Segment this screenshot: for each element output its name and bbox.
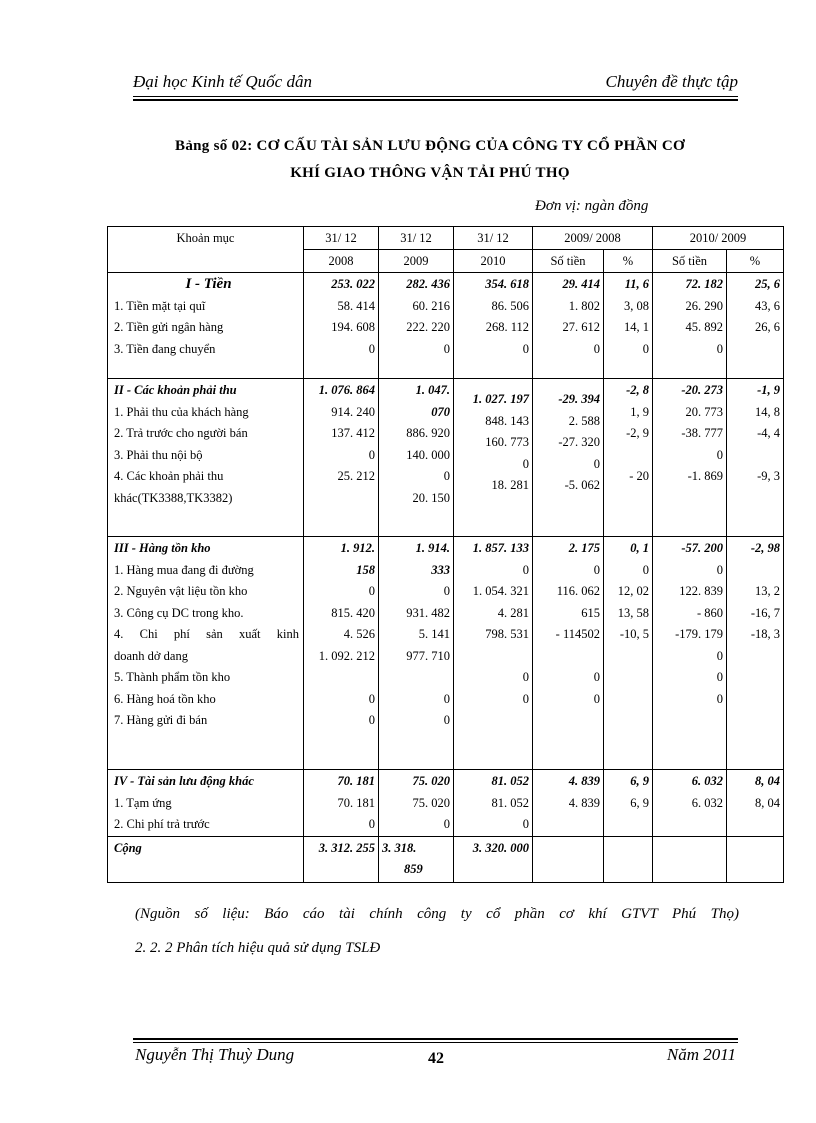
cell-value: -4, 4 bbox=[757, 426, 780, 440]
cell-value: 122. 839 bbox=[679, 584, 723, 598]
col-header-2008-date: 31/ 12 bbox=[304, 227, 379, 250]
total-pct-1 bbox=[604, 836, 653, 882]
item-label: 6. Hàng hoá tồn kho bbox=[114, 691, 216, 706]
cell-value: -10, 5 bbox=[619, 627, 649, 641]
cell-value: 0 bbox=[443, 691, 450, 706]
cell-value: 8, 04 bbox=[755, 774, 780, 788]
cell-value: 6, 9 bbox=[630, 774, 649, 788]
cell-value: -1. 869 bbox=[687, 469, 723, 483]
cash-diff-2 bbox=[653, 273, 727, 379]
cell-value: 12, 02 bbox=[617, 584, 649, 598]
cell-value: 222. 220 bbox=[406, 320, 450, 334]
cell-value bbox=[307, 667, 375, 689]
inventory-diff-1 bbox=[533, 537, 604, 770]
inventory-pct-2 bbox=[727, 537, 784, 770]
cell-value: 2. 175 bbox=[568, 541, 600, 555]
cash-2008 bbox=[304, 273, 379, 379]
receivables-items bbox=[108, 379, 304, 537]
cell-value: - 860 bbox=[696, 605, 723, 620]
item-label: khác(TK3388,TK3382) bbox=[114, 490, 233, 505]
cell-value: 0 bbox=[522, 341, 529, 356]
cell-value: 70. 181 bbox=[337, 774, 375, 788]
cash-2010 bbox=[454, 273, 533, 379]
cell-value: 333 bbox=[431, 562, 450, 577]
page-header bbox=[133, 72, 738, 96]
other-pct-2 bbox=[727, 770, 784, 837]
cell-value: 160. 773 bbox=[485, 435, 529, 449]
item-label: 4. Chi phí sản xuất kinh bbox=[114, 627, 299, 641]
cell-value: 58. 414 bbox=[337, 298, 375, 313]
col-header-amount-1: Số tiền bbox=[533, 250, 604, 273]
cell-value: 26. 290 bbox=[685, 298, 723, 313]
cell-value: 14, 1 bbox=[624, 320, 649, 334]
cell-value: 81. 052 bbox=[491, 774, 529, 788]
cell-value: 0 bbox=[522, 456, 529, 471]
receivables-diff-1 bbox=[533, 379, 604, 537]
inventory-items bbox=[108, 537, 304, 770]
cell-value: 798. 531 bbox=[485, 627, 529, 641]
total-pct-2 bbox=[727, 836, 784, 882]
item-label: 4. Các khoản phải thu bbox=[114, 469, 224, 483]
cash-pct-2 bbox=[727, 273, 784, 379]
cell-value: 1. 047. bbox=[415, 383, 450, 397]
cell-value: 140. 000 bbox=[406, 447, 450, 462]
cell-value: 43, 6 bbox=[755, 298, 780, 313]
cell-value: 0 bbox=[593, 341, 600, 356]
cell-value: 1. 054. 321 bbox=[472, 584, 529, 598]
cell-value: 1. 914. bbox=[415, 541, 450, 555]
cell-value: 3. 318. bbox=[382, 840, 417, 855]
col-header-2009-vs-2008: 2009/ 2008 bbox=[533, 227, 653, 250]
item-label: 2. Chi phí trả trước bbox=[114, 817, 210, 831]
cell-value: -18, 3 bbox=[750, 627, 780, 641]
item-label: 1. Tạm ứng bbox=[114, 795, 172, 810]
cell-value: 0 bbox=[443, 469, 450, 483]
cell-value: 29. 414 bbox=[562, 277, 600, 291]
total-2009 bbox=[379, 836, 454, 882]
page-number: 42 bbox=[428, 1050, 444, 1067]
section-receivables bbox=[108, 379, 784, 537]
cell-value: -29. 394 bbox=[558, 392, 600, 406]
total-2008 bbox=[304, 836, 379, 882]
cell-value: 20. 773 bbox=[685, 404, 723, 419]
col-header-pct-1: % bbox=[604, 250, 653, 273]
cell-value: 6. 032 bbox=[691, 795, 723, 810]
col-header-2009-date: 31/ 12 bbox=[379, 227, 454, 250]
cell-value: 0 bbox=[443, 713, 450, 727]
col-header-pct-2: % bbox=[727, 250, 784, 273]
footer-rule bbox=[133, 1042, 738, 1043]
cell-value: -9, 3 bbox=[757, 469, 780, 483]
other-2008 bbox=[304, 770, 379, 837]
cell-value: 0 bbox=[593, 670, 600, 684]
cell-value: 26, 6 bbox=[755, 320, 780, 334]
receivables-2010 bbox=[454, 379, 533, 537]
item-label: 1. Hàng mua đang đi đường bbox=[114, 562, 254, 577]
total-2010 bbox=[454, 836, 533, 882]
header-row-1 bbox=[108, 227, 784, 250]
cell-value: -57. 200 bbox=[681, 541, 723, 555]
total-label-cell bbox=[108, 836, 304, 882]
total-diff-2 bbox=[653, 836, 727, 882]
cash-pct-1 bbox=[604, 273, 653, 379]
cell-value: 1. 092. 212 bbox=[318, 648, 375, 663]
header-university: Đại học Kinh tế Quốc dân bbox=[133, 72, 312, 91]
other-pct-1 bbox=[604, 770, 653, 837]
cell-value: - 114502 bbox=[555, 627, 600, 641]
cell-value: 72. 182 bbox=[685, 277, 723, 291]
cell-value: 253. 022 bbox=[331, 277, 375, 291]
cell-value: -5. 062 bbox=[564, 478, 600, 492]
cell-value: 282. 436 bbox=[406, 277, 450, 291]
cell-value: 1. 027. 197 bbox=[472, 392, 529, 406]
cell-value: 0 bbox=[368, 817, 375, 831]
item-label: doanh dở dang bbox=[114, 648, 188, 663]
cell-value: 0 bbox=[593, 456, 600, 471]
other-diff-1 bbox=[533, 770, 604, 837]
inventory-2008 bbox=[304, 537, 379, 770]
cell-value: 0 bbox=[443, 584, 450, 598]
cell-value: 6, 9 bbox=[630, 795, 649, 810]
item-label: 1. Phải thu của khách hàng bbox=[114, 404, 249, 419]
section-inventory bbox=[108, 537, 784, 770]
cell-value: 815. 420 bbox=[331, 605, 375, 620]
col-header-2010-date: 31/ 12 bbox=[454, 227, 533, 250]
cell-value: 0 bbox=[368, 691, 375, 706]
cell-value: 0 bbox=[368, 341, 375, 356]
cell-value bbox=[607, 445, 649, 467]
cell-value: 0 bbox=[716, 670, 723, 684]
total-row bbox=[108, 836, 784, 882]
item-label: 7. Hàng gửi đi bán bbox=[114, 713, 208, 727]
cash-diff-1 bbox=[533, 273, 604, 379]
cell-value: 886. 920 bbox=[406, 426, 450, 440]
cell-value: 5. 141 bbox=[418, 627, 450, 641]
footer-rule-thick bbox=[133, 1038, 738, 1040]
cell-value: 75. 020 bbox=[412, 774, 450, 788]
cell-value: 1. 857. 133 bbox=[472, 541, 529, 555]
section-title: III - Hàng tồn kho bbox=[114, 541, 211, 555]
cell-value: 70. 181 bbox=[337, 795, 375, 810]
cell-value: 0 bbox=[593, 562, 600, 577]
inventory-2009 bbox=[379, 537, 454, 770]
section-other-current-assets bbox=[108, 770, 784, 837]
cell-value: 0 bbox=[522, 817, 529, 831]
item-label: 2. Trả trước cho người bán bbox=[114, 426, 248, 440]
footer-year: Năm 2011 bbox=[666, 1045, 736, 1064]
cell-value: 0 bbox=[593, 691, 600, 706]
cell-value: 914. 240 bbox=[331, 404, 375, 419]
item-label: 3. Tiền đang chuyển bbox=[114, 341, 216, 356]
cell-value bbox=[730, 445, 780, 467]
cell-value bbox=[457, 646, 529, 668]
cell-value: 81. 052 bbox=[491, 795, 529, 810]
col-header-amount-2: Số tiền bbox=[653, 250, 727, 273]
other-2009 bbox=[379, 770, 454, 837]
table-title-line-1: Bảng số 02: CƠ CẤU TÀI SẢN LƯU ĐỘNG CỦA CÔNG TY CỔ PHẦN CƠ bbox=[175, 138, 685, 154]
cell-value: 0 bbox=[368, 447, 375, 462]
cash-2009 bbox=[379, 273, 454, 379]
source-note: (Nguồn số liệu: Báo cáo tài chính công ty cổ phần cơ khí GTVT Phú Thọ) bbox=[135, 906, 739, 922]
cell-value: 6. 032 bbox=[691, 774, 723, 788]
asset-structure-table bbox=[107, 226, 784, 883]
cell-value: 268. 112 bbox=[485, 320, 529, 334]
subheading: 2. 2. 2 Phân tích hiệu quả sử dụng TSLĐ bbox=[135, 940, 381, 956]
cell-value bbox=[730, 339, 780, 361]
cell-value: 1. 802 bbox=[568, 298, 600, 313]
receivables-diff-2 bbox=[653, 379, 727, 537]
cell-value: 86. 506 bbox=[491, 298, 529, 313]
cell-value: -2, 8 bbox=[626, 383, 649, 397]
col-header-2008-year: 2008 bbox=[304, 250, 379, 273]
item-label: 2. Nguyên vật liệu tồn kho bbox=[114, 584, 248, 598]
cell-value: 0 bbox=[368, 584, 375, 598]
header-rule-thick bbox=[133, 99, 738, 101]
total-label: Cộng bbox=[114, 840, 142, 855]
receivables-pct-2 bbox=[727, 379, 784, 537]
cell-value bbox=[382, 667, 450, 689]
cell-value: 0 bbox=[716, 341, 723, 356]
cell-value: -27. 320 bbox=[558, 435, 600, 449]
cell-value: 18. 281 bbox=[491, 478, 529, 492]
cell-value: 13, 2 bbox=[755, 584, 780, 598]
cell-value: 3. 320. 000 bbox=[472, 840, 529, 855]
col-header-2010-vs-2009: 2010/ 2009 bbox=[653, 227, 784, 250]
table-title-line-2: KHÍ GIAO THÔNG VẬN TẢI PHÚ THỌ bbox=[290, 165, 570, 181]
cell-value: 25. 212 bbox=[337, 469, 375, 483]
cell-value: 13, 58 bbox=[617, 605, 649, 620]
cell-value: 848. 143 bbox=[485, 413, 529, 428]
cell-value: 4. 526 bbox=[343, 627, 375, 641]
item-label: 3. Công cụ DC trong kho. bbox=[114, 605, 244, 620]
cell-value: 45. 892 bbox=[685, 320, 723, 334]
section-title: IV - Tài sản lưu động khác bbox=[114, 774, 254, 788]
cell-value: 14, 8 bbox=[755, 404, 780, 419]
item-label: 2. Tiền gửi ngân hàng bbox=[114, 320, 224, 334]
inventory-diff-2 bbox=[653, 537, 727, 770]
cell-value: -16, 7 bbox=[750, 605, 780, 620]
cell-value: 859 bbox=[404, 862, 423, 876]
cell-value: 60. 216 bbox=[412, 298, 450, 313]
cell-value: 1. 912. bbox=[340, 541, 375, 555]
footer-author: Nguyễn Thị Thuỳ Dung bbox=[135, 1045, 295, 1064]
cell-value: 8, 04 bbox=[755, 795, 780, 810]
col-header-khoan-muc: Khoản mục bbox=[108, 227, 304, 273]
cell-value: 27. 612 bbox=[562, 320, 600, 334]
item-label: 3. Phải thu nội bộ bbox=[114, 447, 203, 462]
item-label: 5. Thành phẩm tồn kho bbox=[114, 670, 231, 684]
cell-value: 137. 412 bbox=[331, 426, 375, 440]
cell-value: -2, 9 bbox=[626, 426, 649, 440]
cell-value: 116. 062 bbox=[556, 584, 600, 598]
cell-value bbox=[730, 560, 780, 582]
col-header-2010-year: 2010 bbox=[454, 250, 533, 273]
cell-value: 0 bbox=[716, 447, 723, 462]
cell-value: 977. 710 bbox=[406, 648, 450, 663]
cell-value: 0 bbox=[642, 562, 649, 577]
cell-value: 0 bbox=[522, 691, 529, 706]
section-title: II - Các khoản phải thu bbox=[114, 383, 237, 397]
cell-value: 75. 020 bbox=[412, 795, 450, 810]
cell-value: 0 bbox=[522, 670, 529, 684]
cell-value: 1, 9 bbox=[630, 404, 649, 419]
header-doc-type: Chuyên đề thực tập bbox=[605, 72, 738, 91]
cell-value: 070 bbox=[431, 404, 450, 419]
cell-value: 1. 076. 864 bbox=[318, 383, 375, 397]
cell-value: 3. 312. 255 bbox=[318, 840, 375, 855]
cell-value: 354. 618 bbox=[485, 277, 529, 291]
total-diff-1 bbox=[533, 836, 604, 882]
receivables-2008 bbox=[304, 379, 379, 537]
cell-value: 2. 588 bbox=[568, 413, 600, 428]
cell-value: - 20 bbox=[629, 469, 649, 483]
col-header-2009-year: 2009 bbox=[379, 250, 454, 273]
cell-value: 158 bbox=[356, 562, 375, 577]
receivables-2009 bbox=[379, 379, 454, 537]
section-title: I - Tiền bbox=[185, 276, 232, 292]
cell-value: 0 bbox=[716, 562, 723, 577]
inventory-2010 bbox=[454, 537, 533, 770]
cell-value: 0 bbox=[642, 341, 649, 356]
cell-value: 0 bbox=[716, 691, 723, 706]
cell-value: 20. 150 bbox=[412, 490, 450, 505]
cell-value: 615 bbox=[581, 605, 600, 620]
cell-value: -2, 98 bbox=[750, 541, 780, 555]
cell-value: 0 bbox=[716, 648, 723, 663]
section-cash bbox=[108, 273, 784, 379]
cell-value: 0 bbox=[443, 341, 450, 356]
cell-value: 25, 6 bbox=[755, 277, 780, 291]
cell-value: -38. 777 bbox=[681, 426, 723, 440]
cell-value: -179. 179 bbox=[675, 627, 723, 641]
cell-value: 4. 281 bbox=[497, 605, 529, 620]
cell-value: 931. 482 bbox=[406, 605, 450, 620]
cell-value: 194. 608 bbox=[331, 320, 375, 334]
cell-value: 3, 08 bbox=[624, 298, 649, 313]
cell-value: 0 bbox=[522, 562, 529, 577]
cash-items bbox=[108, 273, 304, 379]
cell-value: -1, 9 bbox=[757, 383, 780, 397]
other-diff-2 bbox=[653, 770, 727, 837]
cell-value: 0 bbox=[443, 817, 450, 831]
other-2010 bbox=[454, 770, 533, 837]
cell-value bbox=[536, 646, 600, 668]
cell-value: 0 bbox=[368, 713, 375, 727]
cell-value: 4. 839 bbox=[568, 795, 600, 810]
cell-value: 4. 839 bbox=[568, 774, 600, 788]
receivables-pct-1 bbox=[604, 379, 653, 537]
header-rule bbox=[133, 96, 738, 97]
cell-value: -20. 273 bbox=[681, 383, 723, 397]
item-label: 1. Tiền mặt tại quĩ bbox=[114, 298, 206, 313]
cell-value: 0, 1 bbox=[630, 541, 649, 555]
inventory-pct-1 bbox=[604, 537, 653, 770]
cell-value: 11, 6 bbox=[624, 277, 649, 291]
unit-label: Đơn vị: ngàn đồng bbox=[535, 198, 649, 214]
other-items bbox=[108, 770, 304, 837]
